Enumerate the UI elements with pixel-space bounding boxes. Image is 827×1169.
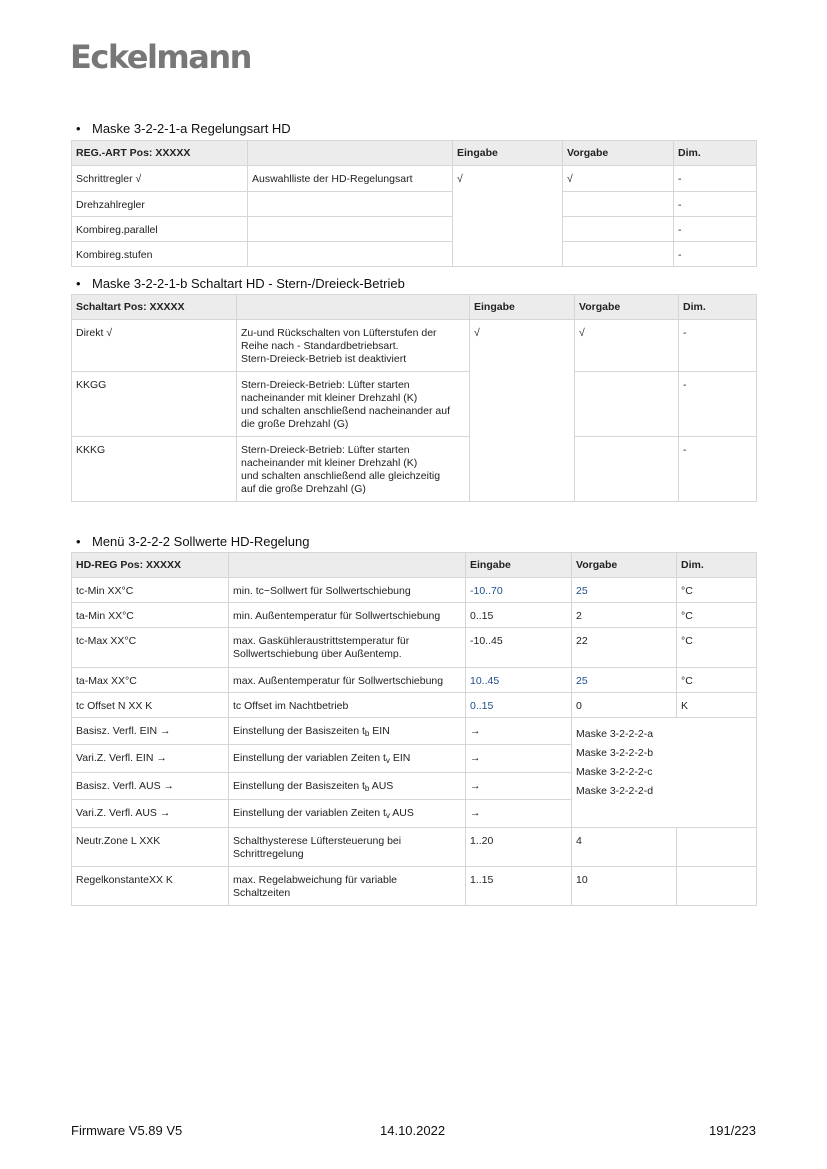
cell: RegelkonstanteXX K — [72, 867, 229, 906]
cell-description — [229, 693, 466, 718]
cell-input-arrow: → — [466, 745, 572, 773]
cell: - — [679, 437, 757, 502]
text-line: Reihe nach - Standardbetriebsart. — [241, 340, 399, 352]
cell-unit: °C — [677, 578, 757, 603]
cell — [248, 242, 453, 267]
cell-description — [237, 320, 470, 372]
text-line: Schrittregelung — [233, 848, 304, 860]
cell-description — [229, 578, 466, 603]
cell — [563, 242, 674, 267]
cell-unit: °C — [677, 603, 757, 628]
cell-description — [229, 718, 466, 745]
cell-input-range: 1..20 — [466, 828, 572, 867]
col-header: REG.-ART Pos: XXXXX — [72, 141, 248, 166]
table-row — [72, 320, 757, 372]
table-sollwerte — [71, 552, 757, 906]
cell-description — [229, 773, 466, 800]
cell-default: 22 — [572, 628, 677, 668]
col-header: Eingabe — [453, 141, 563, 166]
cell: Direkt √ — [72, 320, 237, 372]
cell — [575, 372, 679, 437]
table-row — [72, 867, 757, 906]
cell — [248, 192, 453, 217]
cell: √ — [575, 320, 679, 372]
cell: Basisz. Verfl. AUS → — [72, 773, 229, 800]
cell: √ — [563, 166, 674, 192]
table-row — [72, 693, 757, 718]
cell: ta-Min XX°C — [72, 603, 229, 628]
cell-description — [229, 745, 466, 773]
text-line: min. Außentemperatur für Sollwertschiebung — [233, 610, 441, 622]
section-b-title — [76, 276, 405, 291]
mask-ref: Maske 3-2-2-2-d — [576, 785, 654, 797]
table-row — [72, 192, 757, 217]
cell-description — [229, 828, 466, 867]
cell-unit: °C — [677, 628, 757, 668]
text-line: nacheinander mit kleiner Drehzahl (K) — [241, 457, 418, 469]
cell-default: 4 — [572, 828, 677, 867]
cell-unit: °C — [677, 668, 757, 693]
col-header: HD-REG Pos: XXXXX — [72, 553, 229, 578]
cell: Kombireg.stufen — [72, 242, 248, 267]
footer-date: 14.10.2022 — [380, 1123, 446, 1138]
cell-description — [229, 668, 466, 693]
text-line: tc Offset im Nachtbetrieb — [233, 700, 349, 712]
table-header-row — [72, 141, 757, 166]
cell: Neutr.Zone L XXK — [72, 828, 229, 867]
text-line: die große Drehzahl (G) — [241, 418, 349, 430]
col-header: Eingabe — [466, 553, 572, 578]
col-header: Vorgabe — [575, 295, 679, 320]
cell: ta-Max XX°C — [72, 668, 229, 693]
text-line: nacheinander mit kleiner Drehzahl (K) — [241, 392, 418, 404]
col-header: Vorgabe — [572, 553, 677, 578]
desc-text: AUS — [389, 807, 414, 819]
mask-ref: Maske 3-2-2-2-b — [576, 747, 654, 759]
table-schaltart — [71, 294, 757, 502]
cell: KKKG — [72, 437, 237, 502]
col-header: Eingabe — [470, 295, 575, 320]
cell: tc Offset N XX K — [72, 693, 229, 718]
col-header: Vorgabe — [563, 141, 674, 166]
cell — [563, 217, 674, 242]
cell-default: 10 — [572, 867, 677, 906]
table-row — [72, 578, 757, 603]
cell-input-range: -10..45 — [466, 628, 572, 668]
cell-unit — [677, 828, 757, 867]
cell: - — [674, 217, 757, 242]
desc-subscript: b — [364, 729, 370, 738]
text-line: Stern-Dreieck-Betrieb: Lüfter starten — [241, 444, 410, 456]
cell-input-range: -10..70 — [466, 578, 572, 603]
cell-description — [229, 800, 466, 828]
cell: - — [674, 166, 757, 192]
table-row — [72, 166, 757, 192]
cell-description — [237, 372, 470, 437]
text-line: Sollwertschiebung über Außentemp. — [233, 648, 402, 660]
cell: Drehzahlregler — [72, 192, 248, 217]
text-line: Stern-Dreieck-Betrieb: Lüfter starten — [241, 379, 410, 391]
desc-text: EIN — [369, 725, 390, 737]
cell: √ — [470, 320, 575, 502]
text-line: und schalten anschließend alle gleichzeitig — [241, 470, 441, 482]
desc-subscript: b — [364, 784, 370, 793]
text-line: Zu-und Rückschalten von Lüfterstufen der — [241, 327, 437, 339]
bullet-icon: • — [76, 276, 81, 291]
col-header — [248, 141, 453, 166]
cell: tc-Min XX°C — [72, 578, 229, 603]
col-header — [237, 295, 470, 320]
cell-description — [237, 437, 470, 502]
desc-text: AUS — [369, 780, 394, 792]
cell-unit — [677, 867, 757, 906]
cell: Vari.Z. Verfl. AUS → — [72, 800, 229, 828]
cell-default: 2 — [572, 603, 677, 628]
cell-input-range: 0..15 — [466, 693, 572, 718]
desc-text: Einstellung der variablen Zeiten t — [233, 807, 386, 819]
table-header-row — [72, 553, 757, 578]
cell: KKGG — [72, 372, 237, 437]
desc-subscript: v — [385, 811, 390, 820]
col-header — [229, 553, 466, 578]
text-line: max. Außentemperatur für Sollwertschiebung — [233, 675, 444, 687]
cell — [248, 217, 453, 242]
footer-page-number: 191/223 — [709, 1123, 756, 1138]
cell: Basisz. Verfl. EIN → — [72, 718, 229, 745]
table-header-row — [72, 295, 757, 320]
section-a-title-text: Maske 3-2-2-1-a Regelungsart HD — [92, 121, 291, 136]
table-row — [72, 718, 757, 745]
text-line: max. Regelabweichung für variable — [233, 874, 398, 886]
mask-ref: Maske 3-2-2-2-a — [576, 728, 654, 740]
section-a-title — [76, 121, 291, 136]
table-row — [72, 628, 757, 668]
cell: - — [674, 192, 757, 217]
desc-text: Einstellung der Basiszeiten t — [233, 780, 365, 792]
table-row — [72, 828, 757, 867]
text-line: und schalten anschließend nacheinander auf — [241, 405, 450, 417]
cell-default: 25 — [572, 578, 677, 603]
text-line: Schaltzeiten — [233, 887, 291, 899]
cell: - — [679, 320, 757, 372]
desc-text: EIN — [389, 752, 411, 764]
section-c-title-text: Menü 3-2-2-2 Sollwerte HD-Regelung — [92, 534, 310, 549]
mask-ref: Maske 3-2-2-2-c — [576, 766, 653, 778]
cell: Auswahlliste der HD-Regelungsart — [248, 166, 453, 192]
cell-description — [229, 867, 466, 906]
cell: tc-Max XX°C — [72, 628, 229, 668]
cell-default: 25 — [572, 668, 677, 693]
cell — [563, 192, 674, 217]
table-row — [72, 437, 757, 502]
table-row — [72, 603, 757, 628]
bullet-icon: • — [76, 534, 81, 549]
text-line: Stern-Dreieck-Betrieb ist deaktiviert — [241, 353, 407, 365]
cell-input-range: 10..45 — [466, 668, 572, 693]
cell — [575, 437, 679, 502]
col-header: Dim. — [679, 295, 757, 320]
cell: Kombireg.parallel — [72, 217, 248, 242]
col-header: Dim. — [677, 553, 757, 578]
table-row — [72, 242, 757, 267]
table-regelungsart — [71, 140, 757, 267]
text-line: min. tc−Sollwert für Sollwertschiebung — [233, 585, 411, 597]
cell-input-arrow: → — [466, 773, 572, 800]
table-row — [72, 668, 757, 693]
cell-input-arrow: → — [466, 718, 572, 745]
desc-subscript: v — [385, 756, 390, 765]
cell: - — [674, 242, 757, 267]
cell-input-range: 1..15 — [466, 867, 572, 906]
section-b-title-text: Maske 3-2-2-1-b Schaltart HD - Stern-/Dreieck-Betrieb — [92, 276, 405, 291]
cell: √ — [453, 166, 563, 267]
text-line: max. Gaskühleraustrittstemperatur für — [233, 635, 410, 647]
table-row — [72, 217, 757, 242]
cell-unit: K — [677, 693, 757, 718]
cell-description — [229, 603, 466, 628]
text-line: Schalthysterese Lüftersteuerung bei — [233, 835, 402, 847]
cell-mask-list — [572, 718, 757, 828]
section-c-title — [76, 534, 310, 549]
cell: Schrittregler √ — [72, 166, 248, 192]
bullet-icon: • — [76, 121, 81, 136]
footer-firmware: Firmware V5.89 V5 — [71, 1123, 183, 1138]
col-header: Schaltart Pos: XXXXX — [72, 295, 237, 320]
cell-description — [229, 628, 466, 668]
desc-text: Einstellung der variablen Zeiten t — [233, 752, 386, 764]
cell-input-arrow: → — [466, 800, 572, 828]
cell: Vari.Z. Verfl. EIN → — [72, 745, 229, 773]
company-logo: Eckelmann — [70, 38, 251, 76]
text-line: auf die große Drehzahl (G) — [241, 483, 366, 495]
col-header: Dim. — [674, 141, 757, 166]
cell-input-range: 0..15 — [466, 603, 572, 628]
cell: - — [679, 372, 757, 437]
desc-text: Einstellung der Basiszeiten t — [233, 725, 365, 737]
table-row — [72, 372, 757, 437]
cell-default: 0 — [572, 693, 677, 718]
